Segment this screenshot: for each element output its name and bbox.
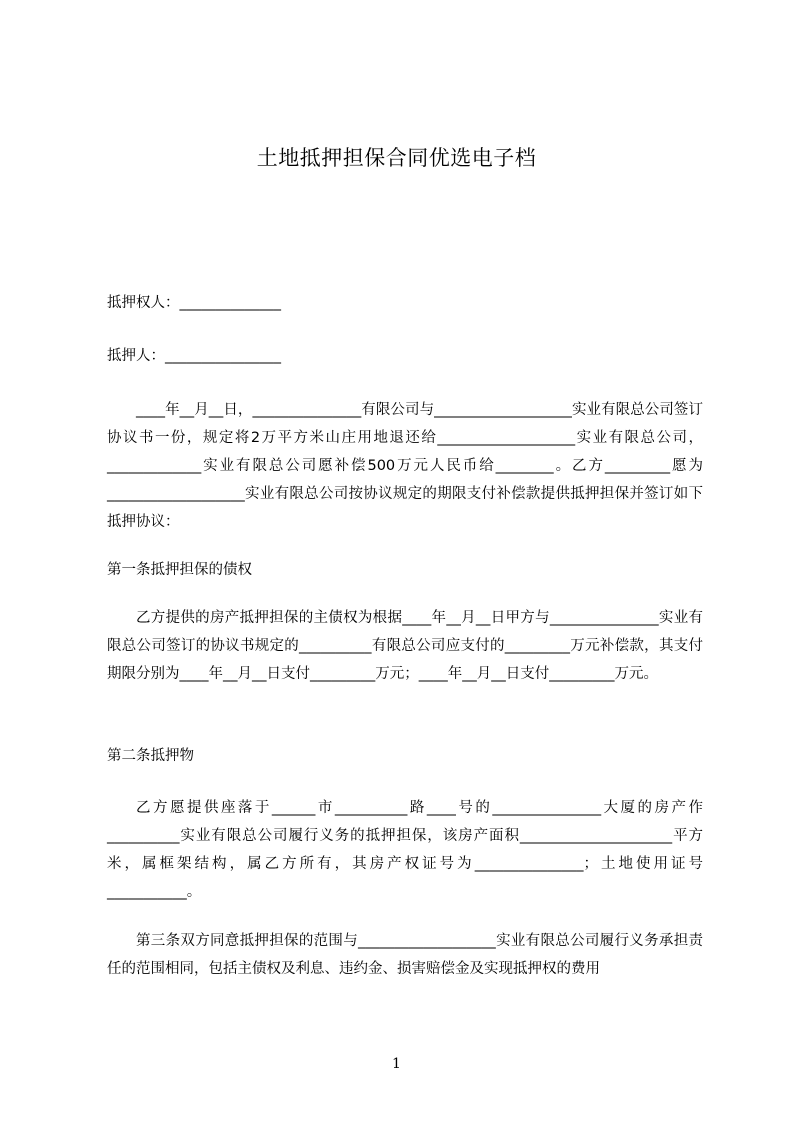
mortgagee-line: 抵押权人：______________ (107, 295, 281, 311)
article1-heading: 第一条抵押担保的债权 (107, 562, 252, 578)
article2-body: 乙方愿提供座落于______市__________路____号的_______________大厦的房产作__________实业有限总公司履行义务的抵押担保，该房产面积_____________________平方米，属框架结构，属乙方所有，其房产权证号为_______________；土地使用证号___________。 (107, 800, 703, 900)
document-title: 土地抵押担保合同优选电子档 (256, 146, 537, 170)
article3-body: 第三条双方同意抵押担保的范围与___________________实业有限总公司履行义务承担责任的范围相同，包括主债权及利息、违约金、损害赔偿金及实现抵押权的费用 (107, 933, 703, 977)
page-number: 1 (392, 1056, 401, 1072)
article2-heading: 第二条抵押物 (107, 748, 194, 764)
article1-body: 乙方提供的房产抵押担保的主债权为根据____年__月__日甲方与_______________实业有限总公司签订的协议书规定的__________有限总公司应支付的_________万元补偿款，其支付期限分别为____年__月__日支付_________万元；____年__月__日支付_________万元。 (107, 610, 703, 682)
intro-paragraph: ____年__月__日，_______________有限公司与___________________实业有限总公司签订协议书一份，规定将2万平方米山庄用地退还给___________________实业有限总公司，_____________实业有限总公司愿补偿500万元人民币给________。乙方_________愿为___________________实业有限总公司按协议规定的期限支付补偿款提供抵押担保并签订如下抵押协议： (107, 402, 703, 530)
mortgagor-line: 抵押人：________________ (107, 348, 281, 364)
